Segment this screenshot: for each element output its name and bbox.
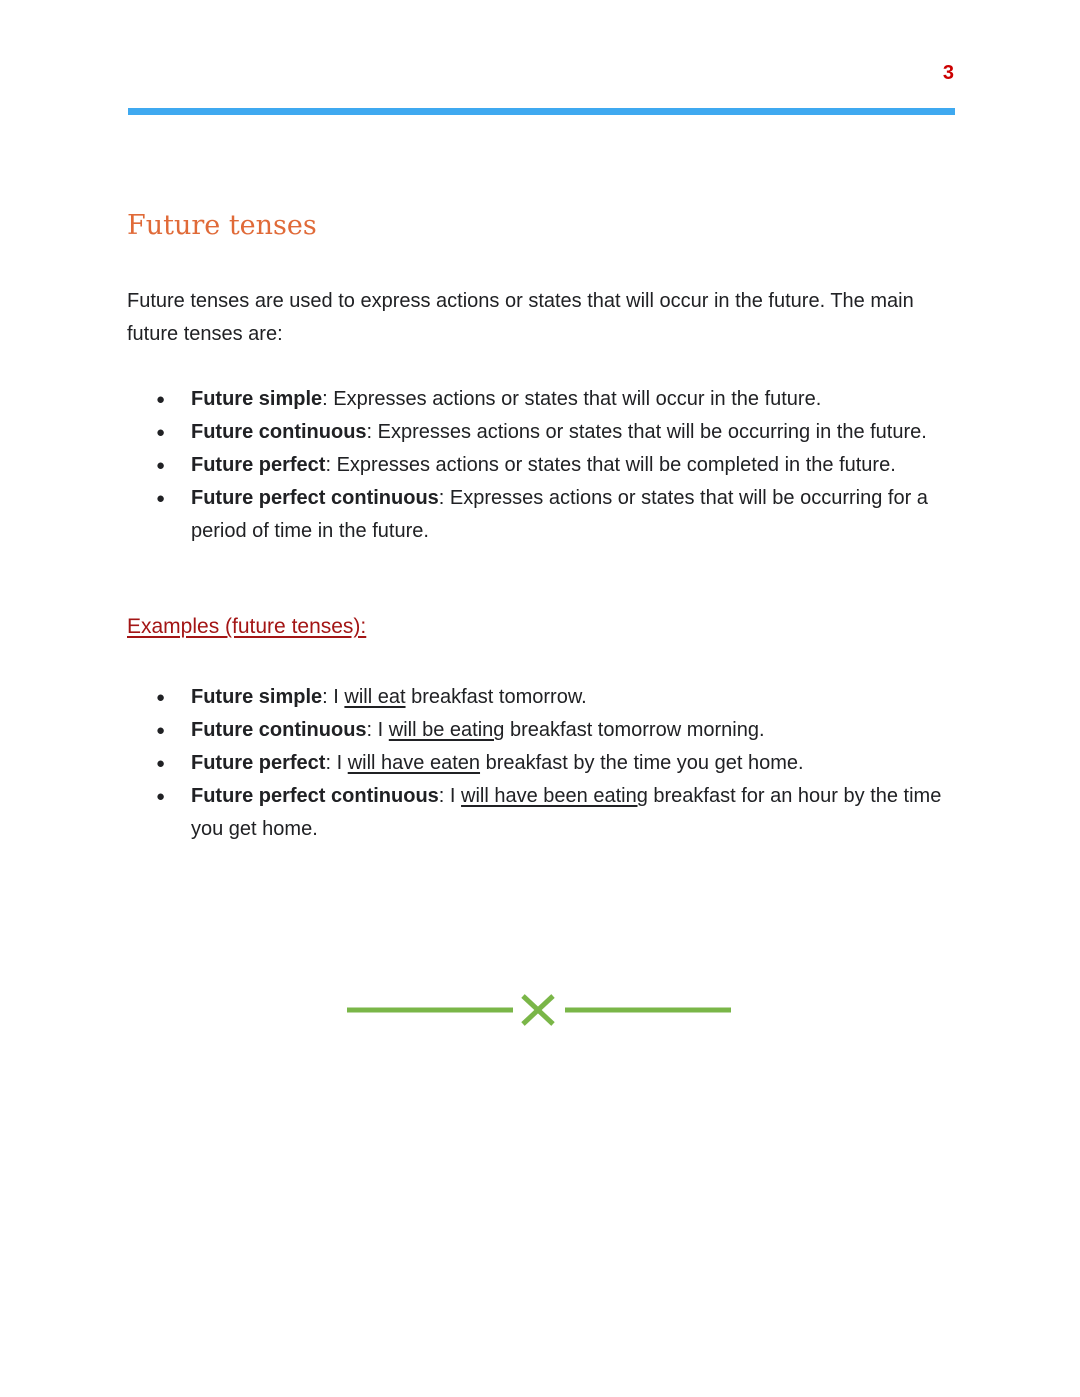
bullet-icon: ● — [156, 689, 166, 706]
term-label: Future perfect continuous — [191, 487, 439, 509]
term-label: Future perfect — [191, 752, 326, 774]
cross-icon — [523, 996, 553, 1024]
example-pre: I — [333, 686, 345, 708]
example-post: breakfast tomorrow morning. — [504, 719, 765, 741]
definition-text: Expresses actions or states that will be occurring for a period of time in the future. — [191, 487, 928, 542]
examples-heading-link[interactable]: Examples (future tenses): — [127, 615, 367, 638]
header-rule — [128, 108, 955, 115]
header-rule-bar — [128, 108, 955, 115]
list-item — [0, 449, 956, 482]
bullet-icon: ● — [156, 424, 166, 441]
example-verb: will have eaten — [347, 752, 481, 774]
list-item — [0, 416, 956, 449]
term-label: Future perfect continuous — [191, 785, 439, 807]
term-separator: : — [366, 421, 378, 443]
list-item — [0, 780, 956, 846]
definitions-list — [0, 383, 956, 548]
example-post: breakfast tomorrow. — [405, 686, 587, 708]
section-title: Future tenses — [127, 210, 317, 241]
term-separator: : — [438, 785, 450, 807]
examples-list — [0, 681, 956, 846]
bullet-icon: ● — [156, 755, 166, 772]
example-pre: I — [377, 719, 389, 741]
term-label: Future continuous — [191, 421, 367, 443]
bullet-icon: ● — [156, 722, 166, 739]
list-item — [0, 714, 956, 747]
bullet-icon: ● — [156, 788, 166, 805]
example-post: breakfast by the time you get home. — [480, 752, 804, 774]
bullet-icon: ● — [156, 457, 166, 474]
definition-text: Expresses actions or states that will occur in the future. — [333, 388, 822, 410]
term-separator: : — [325, 454, 337, 476]
example-pre: I — [336, 752, 348, 774]
definition-text: Expresses actions or states that will be occurring in the future. — [377, 421, 927, 443]
example-verb: will be eating — [388, 719, 505, 741]
term-label: Future simple — [191, 388, 323, 410]
term-label: Future simple — [191, 686, 323, 708]
example-post: breakfast for an hour by the time you get home. — [191, 785, 942, 840]
intro-paragraph: Future tenses are used to express actions or states that will occur in the future. The main future tenses are: — [127, 290, 914, 345]
term-separator: : — [322, 686, 334, 708]
bullet-icon: ● — [156, 490, 166, 507]
term-label: Future perfect — [191, 454, 326, 476]
list-item — [0, 747, 956, 780]
example-pre: I — [449, 785, 462, 807]
bullet-icon: ● — [156, 391, 166, 408]
list-item — [0, 681, 956, 714]
term-separator: : — [366, 719, 378, 741]
example-verb: will eat — [344, 686, 406, 708]
list-item — [0, 383, 956, 416]
page-number: 3 — [942, 62, 954, 84]
definition-text: Expresses actions or states that will be completed in the future. — [336, 454, 896, 476]
term-separator: : — [325, 752, 337, 774]
section-divider — [347, 990, 731, 1030]
term-label: Future continuous — [191, 719, 367, 741]
list-item — [0, 482, 956, 548]
term-separator: : — [322, 388, 334, 410]
term-separator: : — [438, 487, 450, 509]
example-verb: will have been eating — [461, 785, 648, 807]
